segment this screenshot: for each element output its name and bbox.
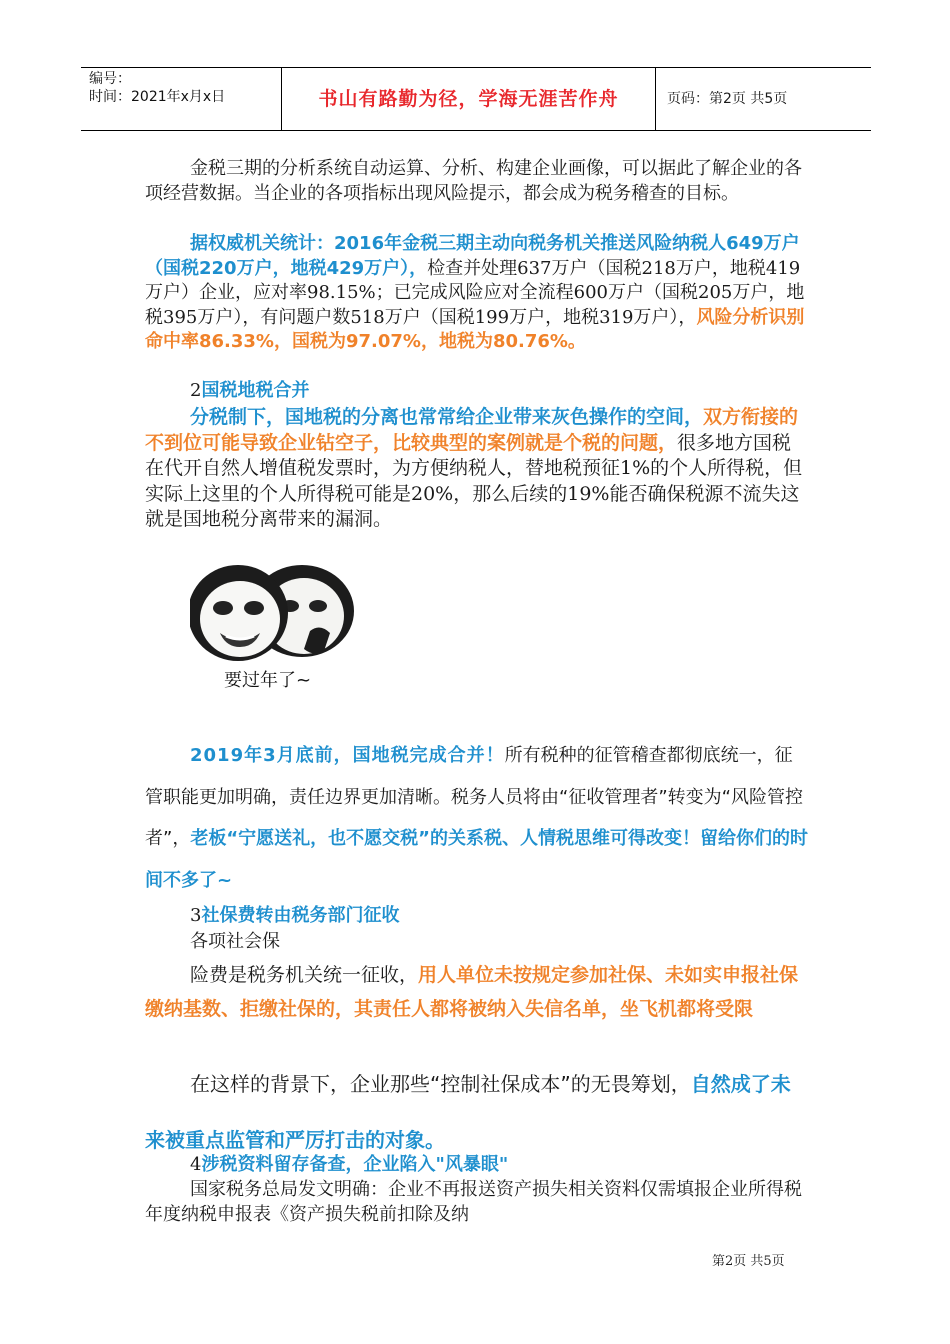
header-meta-cell: [81, 68, 282, 130]
merger-highlight: 2019年3月底前，国地税完成合并！: [190, 745, 505, 766]
blacklist-highlight: 用人单位未按规定参加社保、未如实申报社保缴纳基数、拒缴社保的，其责任人都将被纳入失信名单，坐飞机都将受限: [145, 964, 799, 1020]
paragraph-6: [145, 1056, 809, 1168]
paragraph-4: [145, 735, 809, 901]
stat-highlight: 据权威机关统计：2016年金税三期主动向税务机关推送风险纳税人649万户（国税220万户，地税429万户），: [145, 233, 800, 279]
page-number-label: 页码：第2页 共5页: [667, 91, 788, 107]
section-heading-4: [190, 1153, 508, 1177]
page-header: [81, 67, 871, 131]
section-title: 社保费转由税务部门征收: [201, 905, 400, 926]
section-title: 国税地税合并: [201, 380, 310, 401]
time-label: 时间：2021年x月x日: [89, 89, 226, 105]
section-number: 2: [190, 380, 202, 401]
section-heading-3: [190, 904, 399, 928]
panda-meme-image: [190, 561, 357, 700]
hit-rate-highlight: 风险分析识别命中率86.33%，国税为97.07%，地税为80.76%。: [145, 306, 805, 352]
header-page-cell: [656, 68, 871, 130]
loophole-body: 很多地方国税在代开自然人增值税发票时，为方便纳税人，替地税预征1%的个人所得税，但实际上这里的个人所得税可能是20%，那么后续的19%能否确保税源不流失这就是国地税分离带来的漏洞。: [145, 431, 803, 530]
stat-body: 检查并处理637万户（国税218万户，地税419万户）企业，应对率98.15%；已完成风险应对全流程600万户（国税205万户，地税395万户），有问题户数518万户（国税199万户，地税319万户），: [145, 257, 805, 328]
paragraph-5: [145, 958, 809, 1026]
meme-caption: 要过年了~: [224, 670, 312, 691]
section-heading-2: [190, 379, 309, 403]
section-title: 涉税资料留存备查，企业陷入"风暴眼": [201, 1154, 509, 1175]
paragraph-1: 金税三期的分析系统自动运算、分析、构建企业画像，可以据此了解企业的各项经营数据。当企业的各项指标出现风险提示，都会成为税务稽查的目标。: [145, 158, 802, 204]
boss-highlight: 老板“宁愿送礼，也不愿交税”的关系税、人情税思维可得改变！留给你们的时间不多了~: [145, 828, 808, 891]
motto: 书山有路勤为径，学海无涯苦作舟: [318, 88, 619, 110]
number-label: 编号：: [89, 71, 131, 87]
section-number: 3: [190, 905, 202, 926]
social-insurance-line: 各项社会保: [190, 931, 280, 952]
insurance-body: 险费是税务机关统一征收，: [190, 964, 419, 986]
supervision-highlight: 自然成了未来被重点监管和严厉打击的对象。: [145, 1072, 791, 1152]
section-number: 4: [190, 1154, 202, 1175]
paragraph-2: [145, 232, 809, 355]
background-body: 在这样的背景下，企业那些“控制社保成本”的无畏筹划，: [190, 1072, 691, 1096]
page-footer: 第2页 共5页: [712, 1254, 785, 1269]
paragraph-3: [145, 405, 809, 533]
header-motto-cell: [282, 68, 656, 130]
paragraph-7: 国家税务总局发文明确：企业不再报送资产损失相关资料仅需填报企业所得税年度纳税申报表《资产损失税前扣除及纳: [145, 1179, 802, 1225]
panda-faces-icon: [190, 561, 357, 666]
loophole-highlight: 双方衔接的不到位可能导致企业钻空子，比较典型的案例就是个税的问题，: [145, 406, 799, 454]
merger-body: 所有税种的征管稽查都彻底统一，征管职能更加明确，责任边界更加清晰。税务人员将由“征收管理者”转变为“风险管控者”，: [145, 745, 803, 849]
tax-split-highlight: 分税制下，国地税的分离也常常给企业带来灰色操作的空间，: [190, 406, 704, 428]
